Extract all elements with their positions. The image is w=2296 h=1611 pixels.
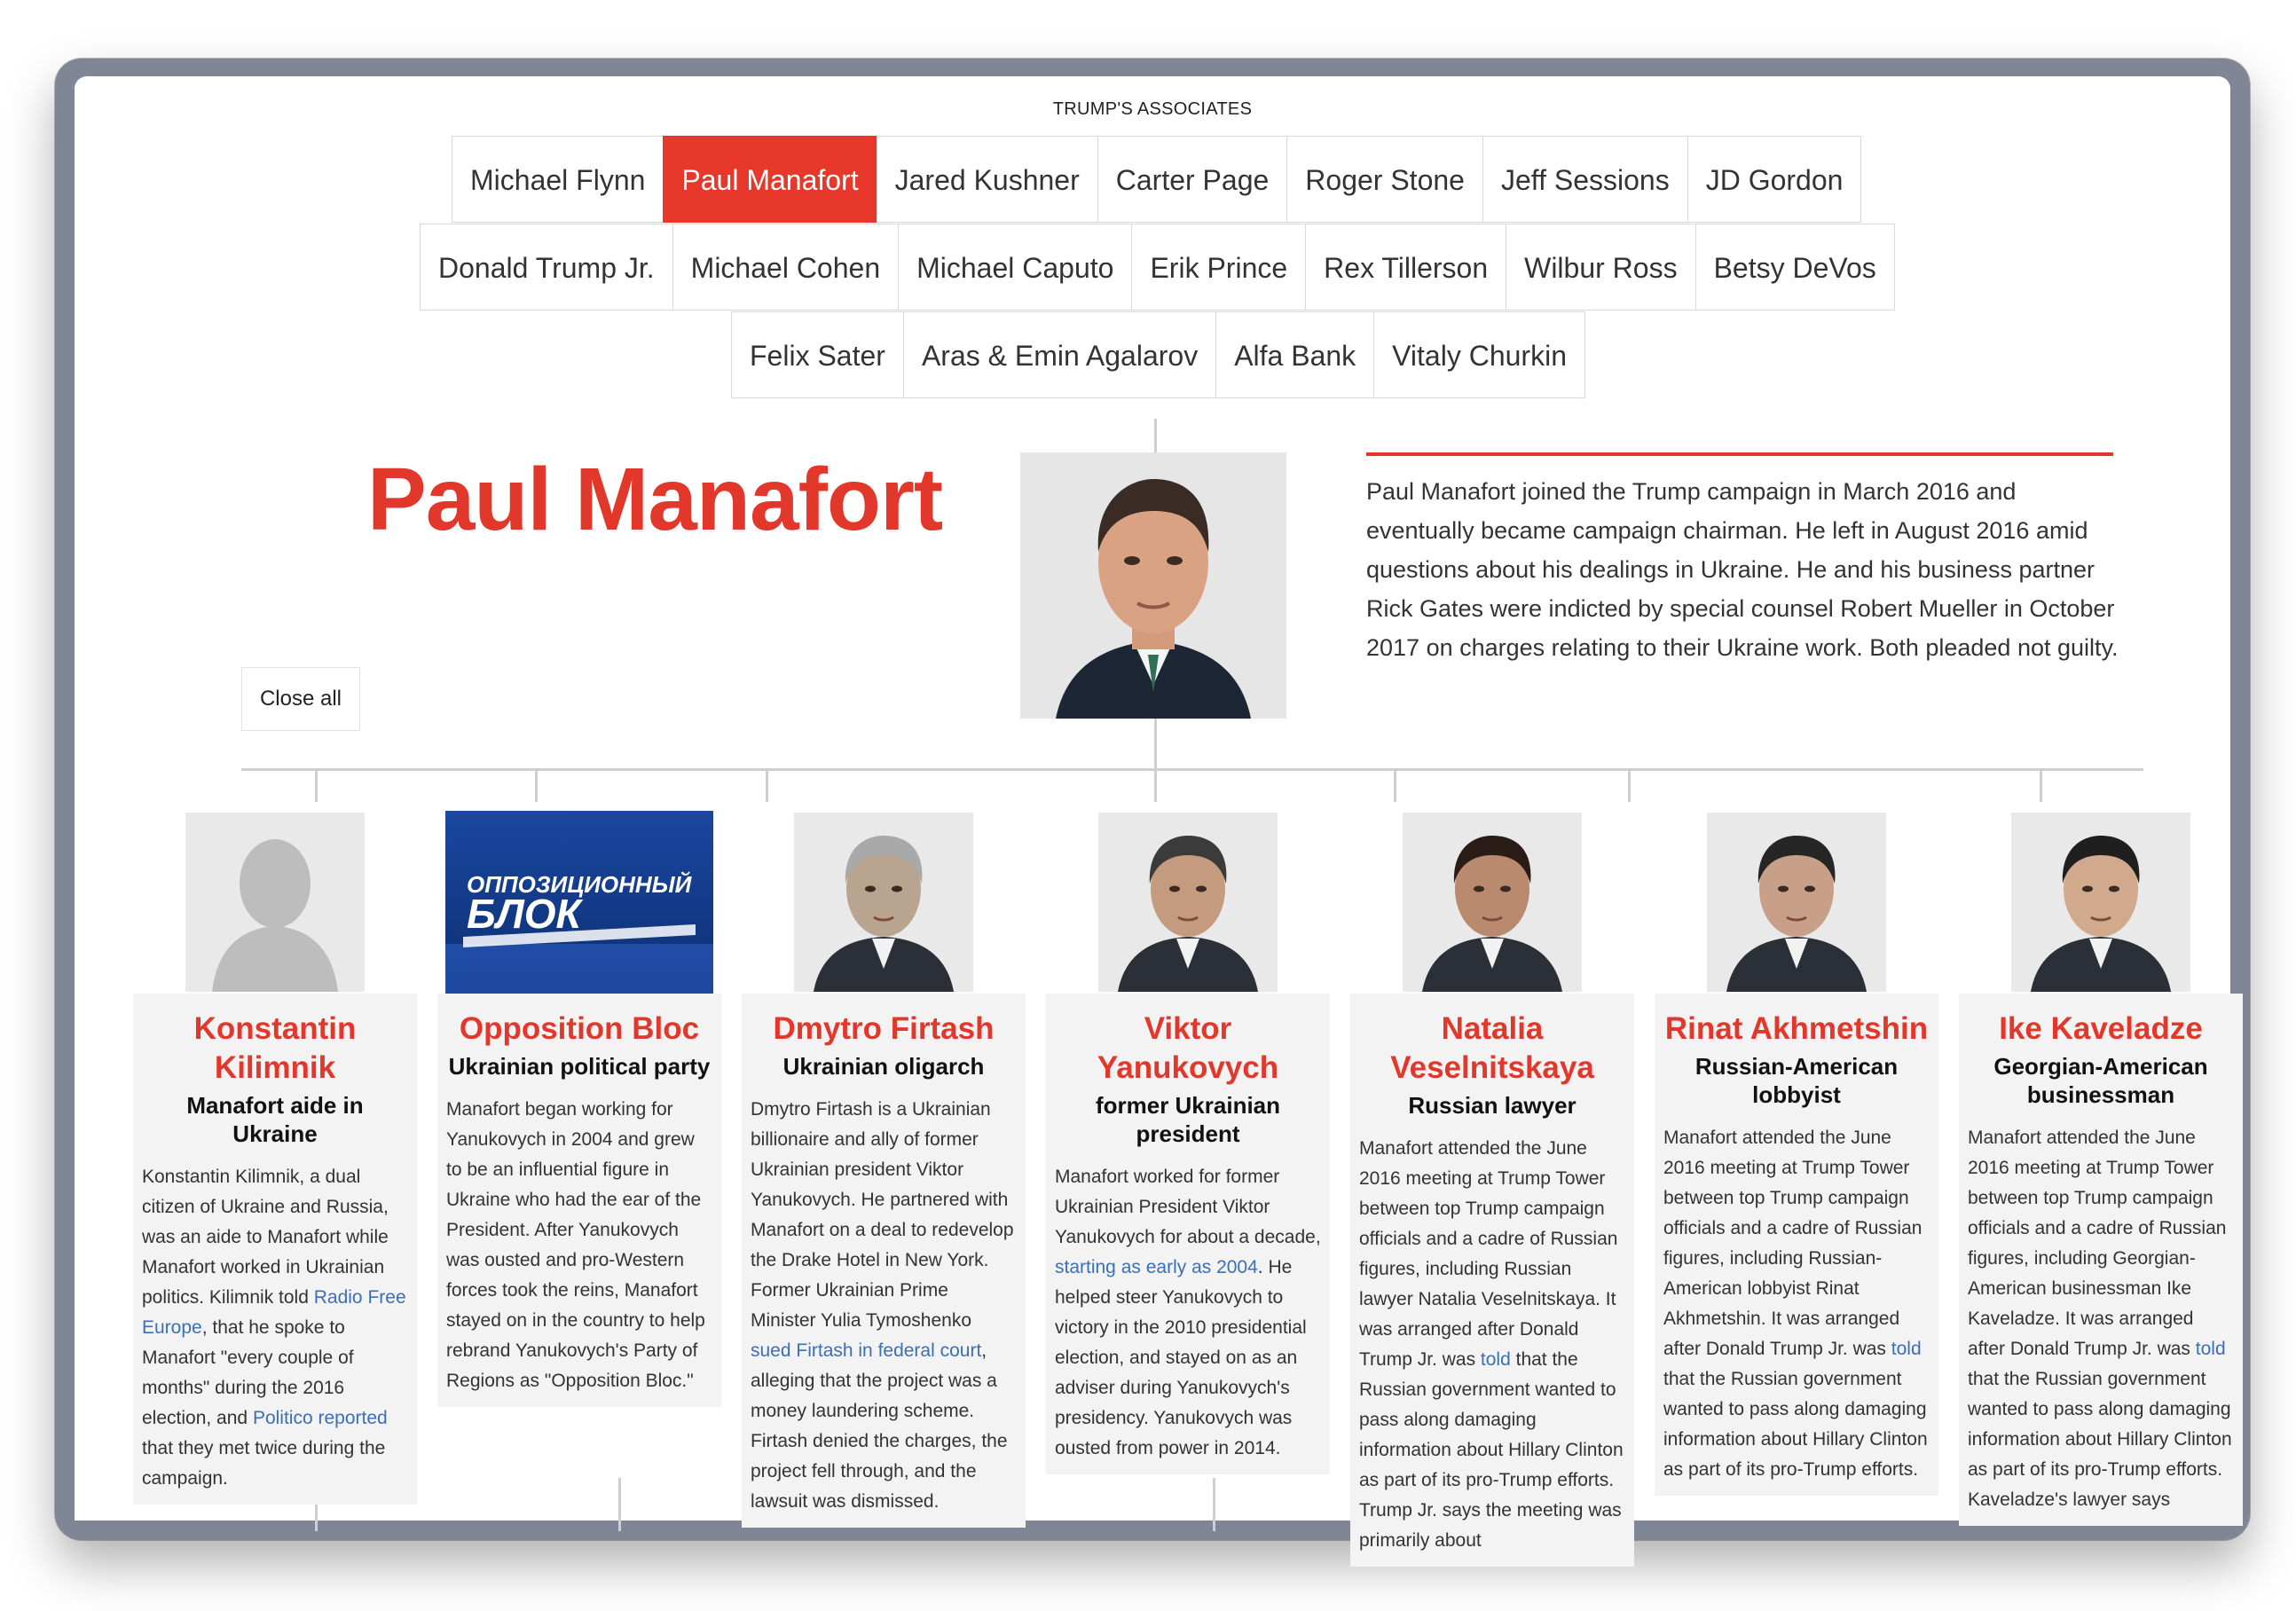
tab-felix-sater[interactable]: Felix Sater bbox=[731, 311, 904, 398]
portrait-rinat-akhmetshin bbox=[1707, 813, 1886, 992]
portrait-ike-kaveladze bbox=[2011, 813, 2190, 992]
silhouette-icon bbox=[185, 813, 365, 992]
connector-line bbox=[1154, 419, 1157, 452]
connector-line bbox=[1154, 770, 1157, 802]
description-text: that the Russian government wanted to pass along damaging information about Hillary Clinton as part of its pro-Trump efforts. Kaveladze's lawyer says bbox=[1968, 1369, 2232, 1510]
connection-role: Georgian-American businessman bbox=[1993, 1053, 2208, 1108]
connector-line bbox=[2040, 770, 2042, 802]
connector-line bbox=[1213, 1478, 1215, 1531]
tabs-row-2 bbox=[421, 224, 1895, 310]
description-text: that they met twice during the campaign. bbox=[142, 1438, 386, 1489]
section-label: TRUMP'S ASSOCIATES bbox=[1052, 99, 1253, 119]
connection-role: Manafort aide in Ukraine bbox=[186, 1092, 364, 1147]
description-text: , alleging that the project was a money laundering scheme. Firtash denied the charges, the project fell through, and the lawsuit was dismissed. bbox=[751, 1340, 1008, 1512]
description-text: Dmytro Firtash is a Ukrainian billionaire and ally of former Ukrainian president Viktor Yanukovych. He partnered with Manafort on a deal to redevelop the Drake Hotel in New York. Former Ukrainian Prime Minister Yulia Tymoshenko bbox=[751, 1099, 1014, 1331]
connector-line bbox=[1394, 770, 1396, 802]
description-text: that the Russian government wanted to pass along damaging information about Hillary Clinton as part of its pro-Trump efforts. bbox=[1663, 1369, 1928, 1480]
tabs-row-3 bbox=[732, 311, 1585, 398]
connection-role: Russian lawyer bbox=[1408, 1092, 1577, 1119]
connection-description bbox=[1055, 1162, 1321, 1464]
tab-paul-manafort[interactable]: Paul Manafort bbox=[663, 136, 877, 223]
description-text: Manafort attended the June 2016 meeting at Trump Tower between top Trump campaign officials and a cadre of Russian figures, including Russian-American lobbyist Rinat Akhmetshin. It was arranged after Donald Trump Jr. was bbox=[1663, 1128, 1923, 1359]
connection-description bbox=[751, 1095, 1017, 1517]
connector-line bbox=[315, 770, 318, 802]
tab-michael-cohen[interactable]: Michael Cohen bbox=[672, 224, 899, 310]
connector-line bbox=[1154, 719, 1157, 770]
description-text: , that he spoke to Manafort "every couple of months" during the 2016 election, and bbox=[142, 1317, 354, 1428]
tab-alfa-bank[interactable]: Alfa Bank bbox=[1215, 311, 1374, 398]
close-all-button[interactable]: Close all bbox=[241, 667, 360, 731]
source-link[interactable]: sued Firtash in federal court bbox=[751, 1340, 982, 1361]
opposition-bloc-logo bbox=[445, 811, 713, 994]
connection-card[interactable] bbox=[1046, 994, 1330, 1474]
tab-donald-trump-jr[interactable]: Donald Trump Jr. bbox=[420, 224, 673, 310]
tab-roger-stone[interactable]: Roger Stone bbox=[1286, 136, 1483, 223]
connector-line bbox=[535, 770, 538, 802]
tab-vitaly-churkin[interactable]: Vitaly Churkin bbox=[1373, 311, 1585, 398]
connection-role: Ukrainian political party bbox=[448, 1053, 711, 1080]
description-text: Konstantin Kilimnik, a dual citizen of Ukraine and Russia, was an aide to Manafort while Manafort worked in Ukrainian politics. Kilimnik told bbox=[142, 1167, 389, 1308]
source-link[interactable]: Radio Free Europe bbox=[142, 1287, 406, 1338]
source-link[interactable]: told bbox=[1480, 1349, 1511, 1370]
connection-name: Dmytro Firtash bbox=[773, 1011, 995, 1046]
source-link[interactable]: starting as early as 2004 bbox=[1055, 1257, 1258, 1277]
person-title: Paul Manafort bbox=[367, 450, 943, 549]
portrait-natalia-veselnitskaya bbox=[1403, 813, 1582, 992]
connector-line bbox=[618, 1478, 621, 1531]
tab-carter-page[interactable]: Carter Page bbox=[1097, 136, 1288, 223]
connection-description bbox=[142, 1162, 408, 1494]
main-avatar bbox=[1020, 452, 1286, 719]
connection-card[interactable] bbox=[1350, 994, 1634, 1567]
person-bio: Paul Manafort joined the Trump campaign in March 2016 and eventually became campaign chairman. He left in August 2016 amid questions about his dealings in Ukraine. He and his business partner Rick Gates were indicted by special counsel Robert Mueller in October 2017 on charges relating to their Ukraine work. Both pleaded not guilty. bbox=[1366, 478, 2119, 661]
connection-description bbox=[1663, 1123, 1930, 1485]
description-text: Manafort attended the June 2016 meeting at Trump Tower between top Trump campaign officials and a cadre of Russian figures, including Russian lawyer Natalia Veselnitskaya. It was arranged after Donald Trump Jr. was bbox=[1359, 1138, 1618, 1370]
connection-description bbox=[1359, 1134, 1625, 1556]
connection-card[interactable] bbox=[1655, 994, 1938, 1496]
connection-card[interactable] bbox=[1959, 994, 2243, 1526]
tab-aras-emin-agalarov[interactable]: Aras & Emin Agalarov bbox=[903, 311, 1216, 398]
connection-name: Opposition Bloc bbox=[459, 1011, 700, 1046]
connection-name: Rinat Akhmetshin bbox=[1664, 1011, 1929, 1046]
tabs-row-1 bbox=[452, 136, 1861, 223]
description-text: Manafort worked for former Ukrainian President Viktor Yanukovych for about a decade, bbox=[1055, 1167, 1321, 1247]
connection-role: former Ukrainian president bbox=[1095, 1092, 1281, 1147]
connector-line bbox=[766, 770, 768, 802]
source-link[interactable]: told bbox=[2195, 1339, 2226, 1359]
logo-text-line2: БЛОК bbox=[467, 891, 581, 937]
tab-jared-kushner[interactable]: Jared Kushner bbox=[877, 136, 1098, 223]
tab-jeff-sessions[interactable]: Jeff Sessions bbox=[1482, 136, 1688, 223]
tab-erik-prince[interactable]: Erik Prince bbox=[1131, 224, 1306, 310]
description-text: that the Russian government wanted to pass along damaging information about Hillary Clinton as part of its pro-Trump efforts. Trump Jr. says the meeting was primarily about bbox=[1359, 1349, 1624, 1551]
connection-name: Viktor Yanukovych bbox=[1097, 1011, 1279, 1085]
connection-card[interactable] bbox=[437, 994, 721, 1407]
tab-jd-gordon[interactable]: JD Gordon bbox=[1687, 136, 1862, 223]
source-link[interactable]: Politico reported bbox=[252, 1408, 388, 1428]
connection-card[interactable] bbox=[133, 994, 417, 1505]
description-text: Manafort began working for Yanukovych in 2004 and grew to be an influential figure in Ukraine who had the ear of the President. After Yanukovych was ousted and pro-Western forces took the reins, Manafort stayed on in the country to help rebrand Yanukovych's Party of Regions as "Opposition Bloc." bbox=[446, 1099, 705, 1391]
description-text: Manafort attended the June 2016 meeting at Trump Tower between top Trump campaign officials and a cadre of Russian figures, including Georgian-American businessman Ike Kaveladze. It was arranged after Donald Trump Jr. was bbox=[1968, 1128, 2227, 1359]
tab-wilbur-ross[interactable]: Wilbur Ross bbox=[1506, 224, 1695, 310]
tab-michael-caputo[interactable]: Michael Caputo bbox=[898, 224, 1132, 310]
connection-name: Ike Kaveladze bbox=[1999, 1011, 2203, 1046]
connector-line bbox=[241, 768, 2143, 771]
connector-line bbox=[1628, 770, 1631, 802]
description-text: . He helped steer Yanukovych to victory in the 2010 presidential election, and stayed on as an adviser during Yanukovych's presidency. Yanukovych was ousted from power in 2014. bbox=[1055, 1257, 1307, 1458]
tab-betsy-devos[interactable]: Betsy DeVos bbox=[1695, 224, 1895, 310]
connection-name: Konstantin Kilimnik bbox=[193, 1011, 357, 1085]
connection-name: Natalia Veselnitskaya bbox=[1390, 1011, 1594, 1085]
tab-rex-tillerson[interactable]: Rex Tillerson bbox=[1305, 224, 1506, 310]
connection-description bbox=[1968, 1123, 2234, 1515]
connection-role: Ukrainian oligarch bbox=[782, 1053, 985, 1080]
source-link[interactable]: told bbox=[1891, 1339, 1922, 1359]
connection-description bbox=[446, 1095, 712, 1396]
page-content bbox=[75, 76, 2232, 1551]
portrait-dmytro-firtash bbox=[794, 813, 973, 992]
logo-text-line1: ОППОЗИЦИОННЫЙ bbox=[467, 871, 692, 898]
portrait-viktor-yanukovych bbox=[1098, 813, 1278, 992]
connection-role: Russian-American lobbyist bbox=[1694, 1053, 1899, 1108]
connection-card[interactable] bbox=[742, 994, 1026, 1528]
tab-michael-flynn[interactable]: Michael Flynn bbox=[452, 136, 664, 223]
bio-divider bbox=[1366, 452, 2113, 456]
